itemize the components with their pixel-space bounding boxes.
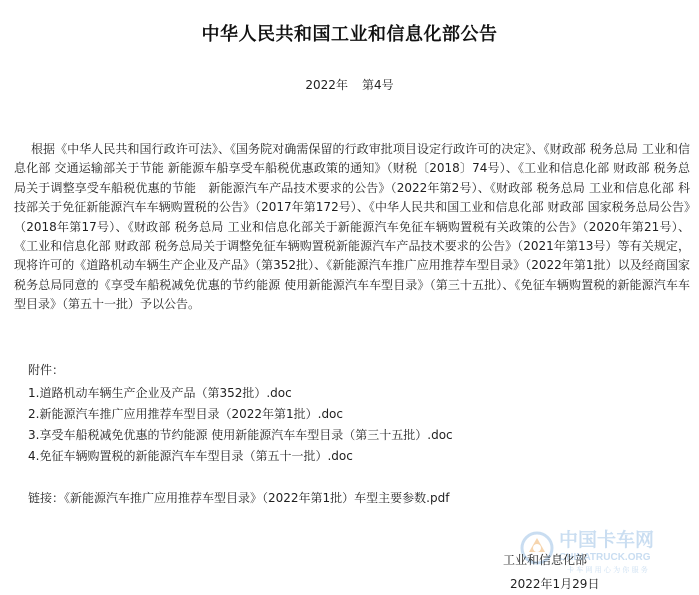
issue-date: 2022年1月29日 — [510, 577, 600, 591]
attachments-label: 附件： — [28, 363, 65, 377]
issuing-authority: 工业和信息化部 — [503, 553, 588, 567]
page-title: 中华人民共和国工业和信息化部公告 — [201, 24, 498, 45]
document-issue-number: 第4号 — [361, 78, 394, 92]
document-year: 2022年 — [305, 78, 348, 92]
parameters-pdf-link[interactable]: 链接：《新能源汽车推广应用推荐车型目录》（2022年第1批）车型主要参数.pdf — [28, 491, 450, 505]
attachment-link[interactable]: 1.道路机动车辆生产企业及产品（第352批）.doc — [28, 386, 292, 400]
watermark-brand: 中国卡车网 — [559, 529, 655, 551]
attachment-link[interactable]: 2.新能源汽车推广应用推荐车型目录（2022年第1批）.doc — [28, 407, 343, 421]
announcement-body: 根据《中华人民共和国行政许可法》、《国务院对确需保留的行政审批项目设定行政许可的决定》、《财政部 税务总局 工业和信息化部 交通运输部关于节能 新能源车船享受车船税优惠政策的通知》（财税〔2018〕74号）、《工业和信息化部 财政部 税务总局关于调整享受车船税优惠的节能 新能源汽车产品技术要求的公告》（2022年第2号）、《财政部 税务总局 工业和信息化部 科技部关于免征新能源汽车车辆购置税的公告》（2017年第172号）、《中华人民共和国工业和信息化部 财政部 国家税务总局公告》（2018年第17号）、《财政部 税务总局 工业和信息化部关于新能源汽车免征车辆购置税有关政策的公告》（2020年第21号）、《工业和信息化部 财政部 税务总局关于调整免征车辆购置税新能源汽车产品技术要求的公告》（2021年第13号）等有关规定，现将许可的《道路机动车辆生产企业及产品》（第352批）、《新能源汽车推广应用推荐车型目录》（2022年第1批）以及经商国家税务总局同意的《享受车船税减免优惠的节约能源 使用新能源汽车车型目录》（第三十五批）、《免征车辆购置税的新能源汽车车型目录》（第五十一批）予以公告。 — [14, 142, 690, 312]
attachment-link[interactable]: 4.免征车辆购置税的新能源汽车车型目录（第五十一批）.doc — [28, 449, 353, 463]
watermark-slogan: 卡 车 网 用 心 为 你 服 务 — [567, 566, 648, 574]
watermark-domain: CHINATRUCK.ORG — [559, 552, 651, 563]
attachment-link[interactable]: 3.享受车船税减免优惠的节约能源 使用新能源汽车车型目录（第三十五批）.doc — [28, 428, 453, 442]
document-number — [0, 76, 699, 93]
